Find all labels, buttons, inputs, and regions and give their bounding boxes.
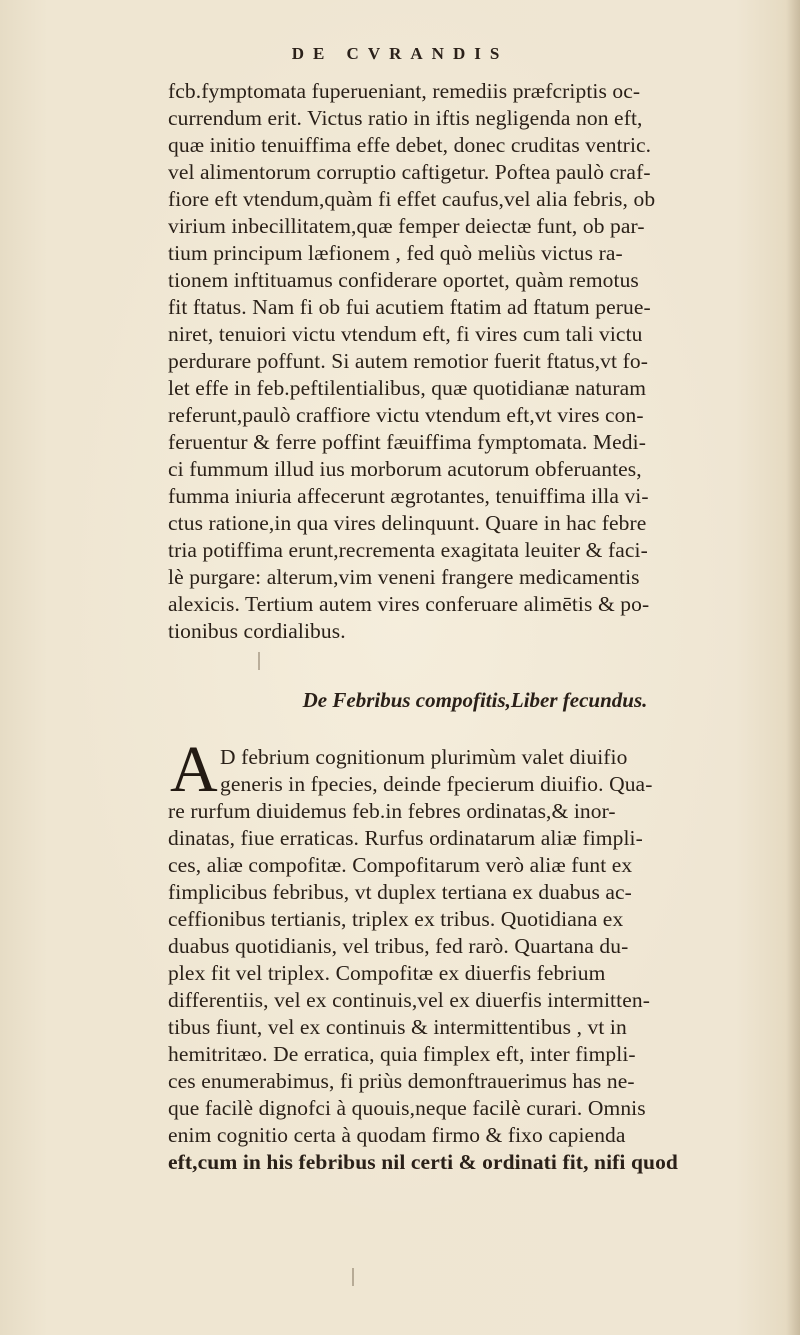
text-line: differentiis, vel ex continuis,vel ex diuerfis intermitten- bbox=[168, 988, 650, 1012]
text-line: ces, aliæ compofitæ. Compofitarum verò aliæ funt ex bbox=[168, 853, 633, 877]
text-line: fumma iniuria affecerunt ægrotantes, tenuiffima illa vi- bbox=[168, 484, 649, 508]
paragraph-1 bbox=[168, 78, 796, 645]
text-line: vel alimentorum corruptio caftigetur. Poftea paulò craf- bbox=[168, 160, 651, 184]
text-line: generis in fpecies, deinde fpecierum diuifio. Qua- bbox=[220, 772, 653, 796]
text-line: duabus quotidianis, vel tribus, fed rarò. Quartana du- bbox=[168, 934, 629, 958]
text-line: feruentur & ferre poffint fæuiffima fymptomata. Medi- bbox=[168, 430, 646, 454]
text-line: tria potiffima erunt,recrementa exagitata leuiter & faci- bbox=[168, 538, 648, 562]
text-line: tionem inftituamus confiderare oportet, quàm remotus bbox=[168, 268, 639, 292]
text-line: enim cognitio certa à quodam firmo & fixo capienda bbox=[168, 1123, 626, 1147]
text-line: eft,cum in his febribus nil certi & ordinati fit, nifi quod bbox=[168, 1150, 678, 1174]
text-line: lè purgare: alterum,vim veneni frangere medicamentis bbox=[168, 565, 640, 589]
text-line: re rurfum diuidemus feb.in febres ordinatas,& inor- bbox=[168, 799, 616, 823]
paragraph-2 bbox=[168, 744, 796, 1176]
ink-speck bbox=[352, 1268, 354, 1286]
text-line: ci fummum illud ius morborum acutorum obferuantes, bbox=[168, 457, 642, 481]
text-line: D febrium cognitionum plurimùm valet diuifio bbox=[220, 745, 628, 769]
text-line: quæ initio tenuiffima effe debet, donec cruditas ventric. bbox=[168, 133, 652, 157]
text-line: referunt,paulò craffiore victu vtendum eft,vt vires con- bbox=[168, 403, 644, 427]
text-line: let effe in feb.peftilentialibus, quæ quotidianæ naturam bbox=[168, 376, 647, 400]
text-line: fimplicibus febribus, vt duplex tertiana ex duabus ac- bbox=[168, 880, 632, 904]
text-line: virium inbecillitatem,quæ femper deiectæ funt, ob par- bbox=[168, 214, 645, 238]
text-line: perdurare poffunt. Si autem remotior fuerit ftatus,vt fo- bbox=[168, 349, 648, 373]
text-line: fiore eft vtendum,quàm fi effet caufus,vel alia febris, ob bbox=[168, 187, 656, 211]
text-line: ces enumerabimus, fi priùs demonftrauerimus has ne- bbox=[168, 1069, 635, 1093]
text-line: alexicis. Tertium autem vires conferuare alimētis & po- bbox=[168, 592, 650, 616]
running-head: DE CVRANDIS bbox=[291, 44, 509, 63]
text-line: dinatas, fiue erraticas. Rurfus ordinatarum aliæ fimpli- bbox=[168, 826, 643, 850]
text-line: ceffionibus tertianis, triplex ex tribus. Quotidiana ex bbox=[168, 907, 624, 931]
drop-cap: A bbox=[170, 733, 218, 806]
text-line: fit ftatus. Nam fi ob fui acutiem ftatim ad ftatum perue- bbox=[168, 295, 651, 319]
text-line: tibus fiunt, vel ex continuis & intermittentibus , vt in bbox=[168, 1015, 627, 1039]
text-line: tionibus cordialibus. bbox=[168, 619, 346, 643]
text-line: hemitritæo. De erratica, quia fimplex eft, inter fimpli- bbox=[168, 1042, 636, 1066]
text-line: niret, tenuiori victu vtendum eft, fi vires cum tali victu bbox=[168, 322, 643, 346]
text-line: plex fit vel triplex. Compofitæ ex diuerfis febrium bbox=[168, 961, 606, 985]
text-line: fcb.fymptomata fuperueniant, remediis præfcriptis oc- bbox=[168, 79, 641, 103]
text-line: que facilè dignofci à quouis,neque facilè curari. Omnis bbox=[168, 1096, 646, 1120]
text-line: currendum erit. Victus ratio in iftis negligenda non eft, bbox=[168, 106, 643, 130]
text-line: tium principum læfionem , fed quò meliùs victus ra- bbox=[168, 241, 623, 265]
text-line: ctus ratione,in qua vires delinquunt. Quare in hac febre bbox=[168, 511, 647, 535]
chapter-heading: De Febribus compofitis,Liber fecundus. bbox=[302, 688, 648, 712]
ink-speck bbox=[258, 652, 260, 670]
